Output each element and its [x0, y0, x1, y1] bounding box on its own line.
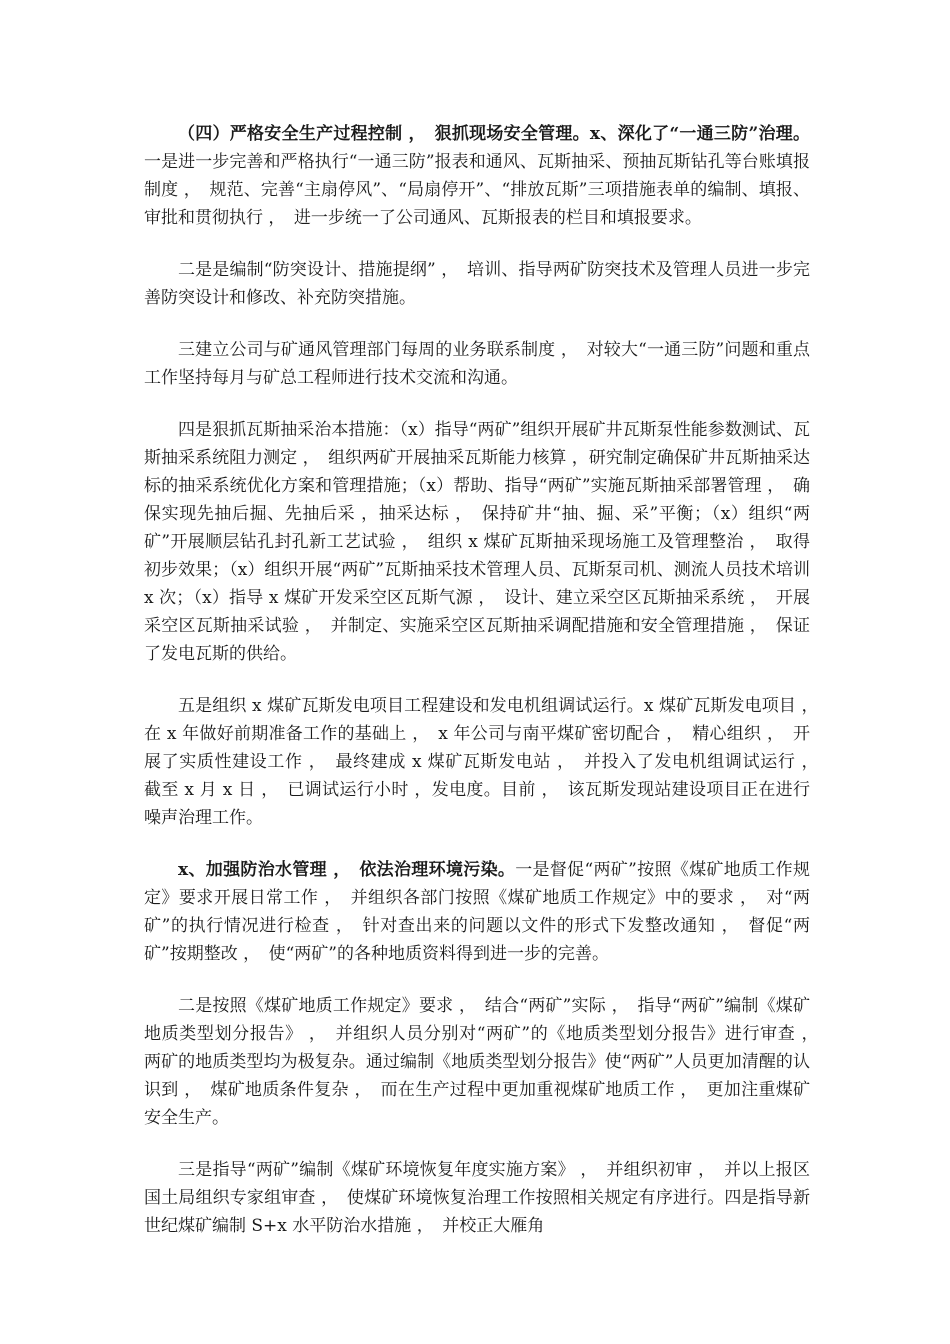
- paragraph-6-lead: x、加强防治水管理 ， 依法治理环境污染。: [178, 860, 516, 880]
- document-page: [144, 120, 827, 1264]
- paragraph-5: [144, 692, 827, 832]
- paragraph-4-text: 四是狠抓瓦斯抽采治本措施：（x）指导“两矿”组织开展矿井瓦斯泵性能参数测试、瓦斯抽采系统阻力测定 ， 组织两矿开展抽采瓦斯能力核算 ，研究制定确保矿井瓦斯抽采达标的抽采系统优化方案和管理措施；（x）帮助、指导“两矿”实施瓦斯抽采部署管理 ， 确保实现先抽后掘、先抽后采 ，抽采达标 ， 保持矿井“抽、掘、采”平衡；（x）组织“两矿”开展顺层钻孔封孔新工艺试验 ， 组织 x 煤矿瓦斯抽采现场施工及管理整治 ， 取得初步效果；（x）组织开展“两矿”瓦斯抽采技术管理人员、瓦斯泵司机、测流人员技术培训 x 次；（x）指导 x 煤矿开发采空区瓦斯气源 ， 设计、建立采空区瓦斯抽采系统 ， 开展采空区瓦斯抽采试验 ， 并制定、实施采空区瓦斯抽采调配措施和安全管理措施 ， 保证了发电瓦斯的供给。: [144, 420, 810, 664]
- paragraph-2-text: 二是是编制“防突设计、措施提纲” ， 培训、指导两矿防突技术及管理人员进一步完善防突设计和修改、补充防突措施。: [144, 260, 810, 308]
- paragraph-6-text: 一是督促“两矿”按照《煤矿地质工作规定》要求开展日常工作 ， 并组织各部门按照《煤矿地质工作规定》中的要求 ， 对“两矿”的执行情况进行检查 ， 针对查出来的问题以文件的形式下发整改通知 ， 督促“两矿”按期整改 ， 使“两矿”的各种地质资料得到进一步的完善。: [144, 860, 810, 964]
- paragraph-1: [144, 120, 810, 232]
- paragraph-4: [144, 416, 810, 668]
- paragraph-8: [144, 1156, 810, 1240]
- paragraph-1-lead: （四）严格安全生产过程控制 ， 狠抓现场安全管理。x、深化了“一通三防”治理。: [178, 124, 810, 144]
- paragraph-3-text: 三建立公司与矿通风管理部门每周的业务联系制度 ， 对较大“一通三防”问题和重点工作坚持每月与矿总工程师进行技术交流和沟通。: [144, 340, 810, 388]
- paragraph-1-text: 一是进一步完善和严格执行“一通三防”报表和通风、瓦斯抽采、预抽瓦斯钻孔等台账填报制度 ， 规范、完善“主扇停风”、“局扇停开”、“排放瓦斯”三项措施表单的编制、填报、审批和贯彻执行 ， 进一步统一了公司通风、瓦斯报表的栏目和填报要求。: [144, 152, 810, 228]
- paragraph-6: [144, 856, 810, 968]
- paragraph-5-text: 五是组织 x 煤矿瓦斯发电项目工程建设和发电机组调试运行。x 煤矿瓦斯发电项目 ， 在 x 年做好前期准备工作的基础上 ， x 年公司与南平煤矿密切配合 ， 精心组织 ， 开展了实质性建设工作 ， 最终建成 x 煤矿瓦斯发电站 ， 并投入了发电机组调试运行 ， 截至 x 月 x 日 ， 已调试运行小时 ，发电度。目前 ， 该瓦斯发现站建设项目正在进行噪声治理工作。: [144, 696, 827, 828]
- paragraph-2: [144, 256, 810, 312]
- paragraph-8-text: 三是指导“两矿”编制《煤矿环境恢复年度实施方案》 ， 并组织初审 ， 并以上报区国土局组织专家组审查 ， 使煤矿环境恢复治理工作按照相关规定有序进行。四是指导新世纪煤矿编制 S+x 水平防治水措施 ， 并校正大雁角: [144, 1160, 810, 1236]
- paragraph-3: [144, 336, 810, 392]
- paragraph-7-text: 二是按照《煤矿地质工作规定》要求 ， 结合“两矿”实际 ， 指导“两矿”编制《煤矿地质类型划分报告》 ， 并组织人员分别对“两矿”的《地质类型划分报告》进行审查 ， 两矿的地质类型均为极复杂。通过编制《地质类型划分报告》使“两矿”人员更加清醒的认识到 ， 煤矿地质条件复杂 ， 而在生产过程中更加重视煤矿地质工作 ， 更加注重煤矿安全生产。: [144, 996, 827, 1128]
- paragraph-7: [144, 992, 827, 1132]
